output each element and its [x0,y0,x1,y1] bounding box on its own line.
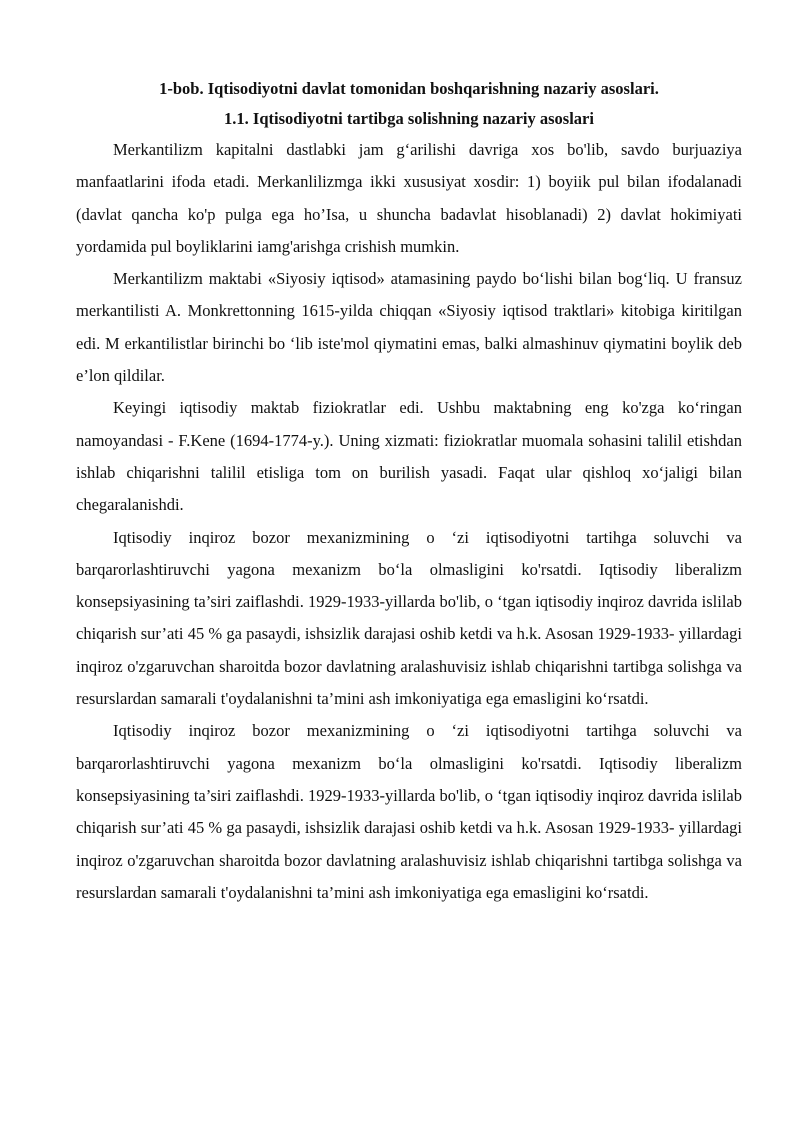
paragraph-merkantilizm: Merkantilizm kapitalni dastlabki jam g‘arilishi davriga xos bo'lib, savdo burjuaziya manfaatlarini ifoda etadi. Merkanlilizmga ikki xususiyat xosdir: 1) boyiik pul bilan ifodalanadi (davlat qancha ko'p pulga ega ho’Isa, u shuncha badavlat hisoblanadi) 2) davlat hokimiyati yordamida pul boyliklarini iamg'arishga crishish mumkin. [76,140,742,256]
section-title: 1.1. Iqtisodiyotni tartibga solishning nazariy asoslari [224,109,594,128]
paragraph-iqtisodiy-inqiroz-repeat: Iqtisodiy inqiroz bozor mexanizmining o ‘zi iqtisodiyotni tartihga soluvchi va barqarorlashtiruvchi yagona mexanizm bo‘la olmasligini ko'rsatdi. Iqtisodiy liberalizm konsepsiyasining ta’siri zaiflashdi. 1929-1933-yillarda bo'lib, o ‘tgan iqtisodiy inqiroz davrida islilab chiqarish sur’ati 45 % ga pasaydi, ishsizlik darajasi oshib ketdi va h.k. Asosan 1929-1933- yillardagi inqiroz o'zgaruvchan sharoitda bozor davlatning aralashuvisiz ishlab chiqarishni tartibga solishga va resurslardan samarali t'oydalanishni ta’mini ash imkoniyatiga ega emasligini ko‘rsatdi. [76,721,742,902]
paragraph-merkantilizm-maktabi: Merkantilizm maktabi «Siyosiy iqtisod» atamasining paydo bo‘lishi bilan bog‘liq. U fransuz merkantilisti A. Monkrettonning 1615-yilda chiqqan «Siyosiy iqtisod traktlari» kitobiga kiritilgan edi. M erkantilistlar birinchi bo ‘lib iste'mol qiymatini emas, balki almashinuv qiymatini boylik deb e’lon qildilar. [76,269,742,386]
chapter-title: 1-bob. Iqtisodiyotni davlat tomonidan boshqarishning nazariy asoslari. [159,79,659,98]
document-page [76,74,742,909]
paragraph-iqtisodiy-inqiroz: Iqtisodiy inqiroz bozor mexanizmining o ‘zi iqtisodiyotni tartihga soluvchi va barqarorlashtiruvchi yagona mexanizm bo‘la olmasligini ko'rsatdi. Iqtisodiy liberalizm konsepsiyasining ta’siri zaiflashdi. 1929-1933-yillarda bo'lib, o ‘tgan iqtisodiy inqiroz davrida islilab chiqarish sur’ati 45 % ga pasaydi, ishsizlik darajasi oshib ketdi va h.k. Asosan 1929-1933- yillardagi inqiroz o'zgaruvchan sharoitda bozor davlatning aralashuvisiz ishlab chiqarishni tartibga solishga va resurslardan samarali t'oydalanishni ta’mini ash imkoniyatiga ega emasligini ko‘rsatdi. [76,527,742,709]
paragraph-fiziokratlar: Keyingi iqtisodiy maktab fiziokratlar edi. Ushbu maktabning eng ko'zga ko‘ringan namoyandasi - F.Kene (1694-1774-y.). Uning xizmati: fiziokratlar muomala sohasini talilil etishdan ishlab chiqarishni talilil etisliga tom on burilish yasadi. Faqat ular qishloq xo‘jaligi bilan chegaralanishdi. [76,398,742,515]
